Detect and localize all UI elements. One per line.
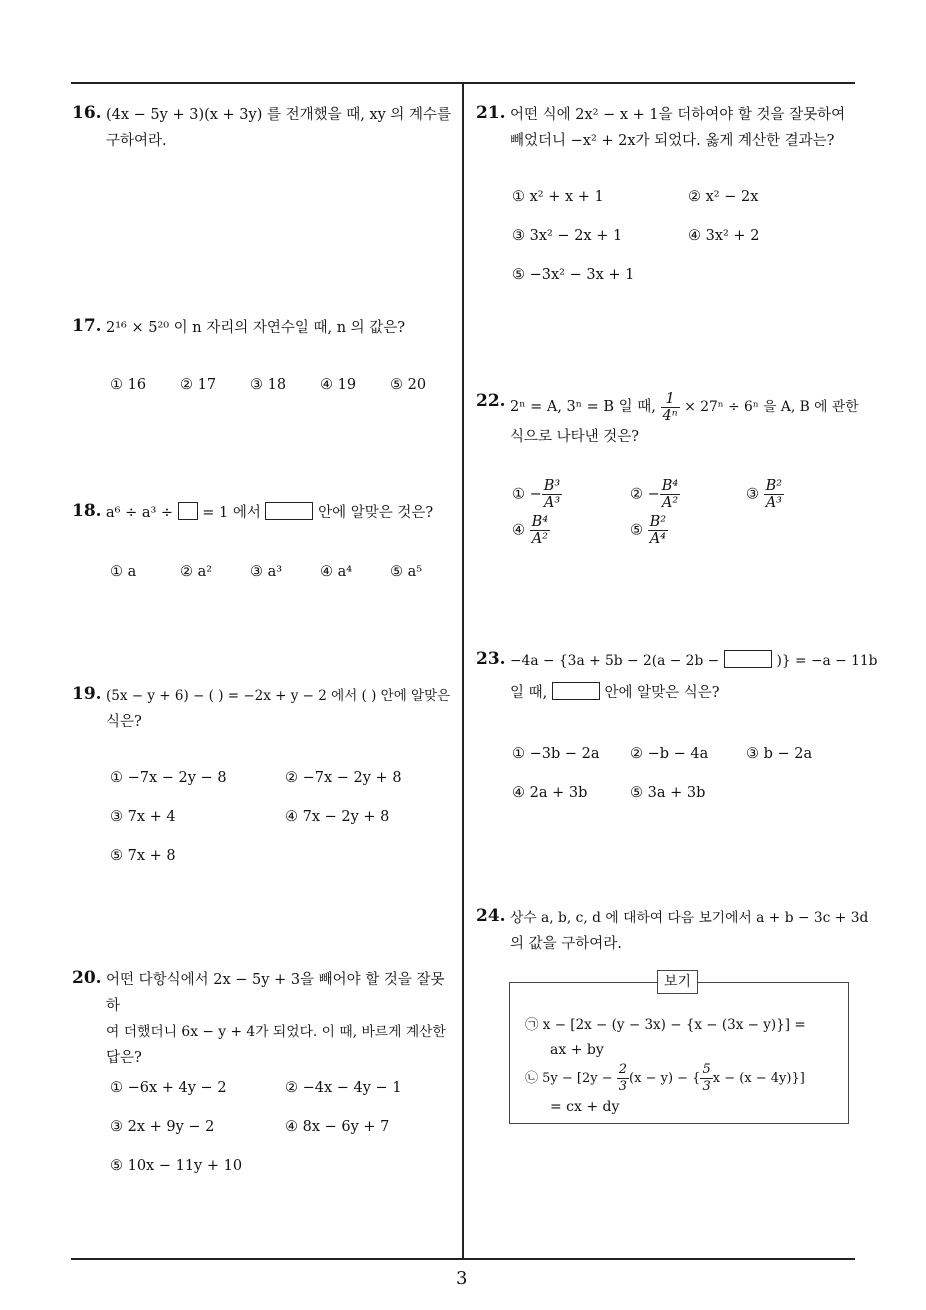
- choice[interactable]: [630, 478, 680, 511]
- choice[interactable]: ③ a³: [250, 564, 283, 580]
- choice[interactable]: ① a: [110, 564, 137, 580]
- fraction-numerator: 5: [702, 1062, 711, 1077]
- bogi-item-2: [525, 1062, 805, 1096]
- question-text: 안에 알맞은 식은?: [604, 685, 720, 701]
- question-19: [72, 683, 458, 735]
- question-number: 22.: [476, 391, 506, 411]
- choice[interactable]: ② a²: [180, 564, 213, 580]
- question-text: 식은?: [106, 714, 142, 730]
- choice[interactable]: ② −7x − 2y + 8: [285, 770, 402, 786]
- fraction-denominator: A²: [530, 530, 550, 547]
- fraction-numerator: B²: [649, 514, 667, 530]
- choice-sign: −: [529, 486, 542, 503]
- fraction-denominator: A²: [660, 494, 680, 511]
- question-number: 17.: [72, 316, 102, 336]
- question-number: 19.: [72, 684, 102, 704]
- question-text: 2ⁿ = A, 3ⁿ = B 일 때,: [510, 399, 656, 415]
- question-24: [476, 905, 869, 957]
- column-divider: [462, 83, 464, 1259]
- bogi-text: (x − y) − {: [629, 1071, 701, 1086]
- question-22: [476, 390, 866, 450]
- question-text: 의 값을 구하여라.: [510, 936, 622, 952]
- page-number: 3: [456, 1268, 468, 1289]
- choice[interactable]: ⑤ 10x − 11y + 10: [110, 1158, 243, 1174]
- bogi-text: ㉡ 5y − [2y −: [525, 1071, 613, 1086]
- choice-mark: ③: [746, 486, 759, 503]
- choice[interactable]: ⑤ −3x² − 3x + 1: [512, 267, 635, 283]
- fraction-denominator: 3: [702, 1079, 711, 1094]
- choice[interactable]: ③ 7x + 4: [110, 809, 176, 825]
- question-text: 식으로 나타낸 것은?: [510, 429, 640, 445]
- choice-sign: −: [647, 486, 660, 503]
- choice[interactable]: ② 17: [180, 377, 217, 393]
- question-text: 안에 알맞은 것은?: [318, 505, 434, 521]
- question-text: 여 더했더니 6x − y + 4가 되었다. 이 때, 바르게 계산한: [106, 1024, 446, 1040]
- choice[interactable]: ④ 19: [320, 377, 357, 393]
- question-number: 23.: [476, 649, 506, 669]
- choice[interactable]: ⑤ 7x + 8: [110, 848, 176, 864]
- choice-mark: ①: [512, 486, 525, 503]
- choice[interactable]: [512, 514, 550, 547]
- choice[interactable]: ② x² − 2x: [688, 189, 759, 205]
- question-number: 16.: [72, 103, 102, 123]
- fraction-numerator: B⁴: [531, 514, 549, 530]
- question-number: 18.: [72, 501, 102, 521]
- question-21: [476, 102, 862, 154]
- choice[interactable]: ⑤ a⁵: [390, 564, 423, 580]
- bogi-item-1-cont: ax + by: [550, 1042, 604, 1058]
- choice[interactable]: ③ 18: [250, 377, 287, 393]
- choice[interactable]: ① −3b − 2a: [512, 746, 600, 762]
- bogi-item-2-cont: = cx + dy: [550, 1099, 620, 1115]
- fraction-numerator: B³: [543, 478, 561, 494]
- choice[interactable]: ⑤ 3a + 3b: [630, 785, 706, 801]
- fraction-denominator: A³: [542, 494, 562, 511]
- question-text: (4x − 5y + 3)(x + 3y) 를 전개했을 때, xy 의 계수를: [106, 107, 452, 123]
- fraction-numerator: B²: [765, 478, 783, 494]
- question-text: −4a − {3a + 5b − 2(a − 2b −: [510, 653, 720, 669]
- bogi-item-1: ㉠ x − [2x − (y − 3x) − {x − (3x − y)}] =: [525, 1017, 806, 1033]
- choice[interactable]: ④ 7x − 2y + 8: [285, 809, 390, 825]
- choice[interactable]: ③ b − 2a: [746, 746, 813, 762]
- question-number: 20.: [72, 968, 102, 988]
- question-20: [72, 967, 458, 1071]
- choice[interactable]: [512, 478, 562, 511]
- fraction-denominator: 3: [618, 1079, 628, 1094]
- choice[interactable]: [630, 514, 668, 547]
- question-number: 24.: [476, 906, 506, 926]
- question-text: (5x − y + 6) − ( ) = −2x + y − 2 에서 ( ) 안에 알맞은: [106, 688, 451, 704]
- question-16: [72, 102, 458, 154]
- choice[interactable]: ③ 2x + 9y − 2: [110, 1119, 215, 1135]
- choice[interactable]: ① −7x − 2y − 8: [110, 770, 227, 786]
- answer-box: [265, 502, 313, 520]
- bogi-label: 보기: [657, 970, 698, 994]
- choice[interactable]: ① x² + x + 1: [512, 189, 604, 205]
- question-text: a⁶ ÷ a³ ÷: [106, 505, 174, 521]
- choice[interactable]: [746, 478, 784, 511]
- bogi-text: x − (x − 4y)}]: [712, 1071, 805, 1086]
- choice-mark: ④: [512, 522, 525, 539]
- choice[interactable]: ① −6x + 4y − 2: [110, 1080, 227, 1096]
- choice-mark: ②: [630, 486, 643, 503]
- answer-box: [178, 502, 198, 520]
- question-17: [72, 315, 458, 341]
- fraction-numerator: 2: [618, 1062, 628, 1077]
- answer-box: [724, 650, 772, 668]
- choice[interactable]: ④ 8x − 6y + 7: [285, 1119, 390, 1135]
- fraction-numerator: B⁴: [661, 478, 679, 494]
- choice[interactable]: ③ 3x² − 2x + 1: [512, 228, 623, 244]
- question-text: )} = −a − 11b: [776, 653, 878, 669]
- question-text: 일 때,: [510, 685, 548, 701]
- answer-box: [552, 682, 600, 700]
- fraction-denominator: 4ⁿ: [662, 407, 678, 424]
- fraction: [661, 391, 680, 424]
- fraction-denominator: A⁴: [648, 530, 668, 547]
- question-text: 답은?: [106, 1050, 142, 1066]
- question-text: 어떤 다항식에서 2x − 5y + 3을 빼어야 할 것을 잘못하: [106, 972, 445, 1014]
- question-text: 빼었더니 −x² + 2x가 되었다. 옳게 계산한 결과는?: [510, 133, 835, 149]
- question-text: × 27ⁿ ÷ 6ⁿ 을 A, B 에 관한: [684, 399, 859, 415]
- question-text: 상수 a, b, c, d 에 대하여 다음 보기에서 a + b − 3c + 3d: [510, 910, 869, 926]
- question-text: 2¹⁶ × 5²⁰ 이 n 자리의 자연수일 때, n 의 값은?: [106, 320, 406, 336]
- fraction-denominator: A³: [764, 494, 784, 511]
- question-text: 어떤 식에 2x² − x + 1을 더하여야 할 것을 잘못하여: [510, 107, 846, 123]
- choice[interactable]: ④ 2a + 3b: [512, 785, 588, 801]
- choice[interactable]: ④ a⁴: [320, 564, 353, 580]
- bottom-rule: [71, 1258, 855, 1260]
- question-23: [476, 648, 878, 706]
- choice[interactable]: ② −b − 4a: [630, 746, 709, 762]
- choice[interactable]: ② −4x − 4y − 1: [285, 1080, 402, 1096]
- question-text: 구하여라.: [106, 133, 167, 149]
- question-number: 21.: [476, 103, 506, 123]
- question-text: = 1 에서: [202, 505, 261, 521]
- choice-mark: ⑤: [630, 522, 643, 539]
- choice[interactable]: ⑤ 20: [390, 377, 427, 393]
- choice[interactable]: ① 16: [110, 377, 147, 393]
- choice[interactable]: ④ 3x² + 2: [688, 228, 760, 244]
- fraction-numerator: 1: [665, 390, 675, 407]
- question-18: [72, 500, 458, 526]
